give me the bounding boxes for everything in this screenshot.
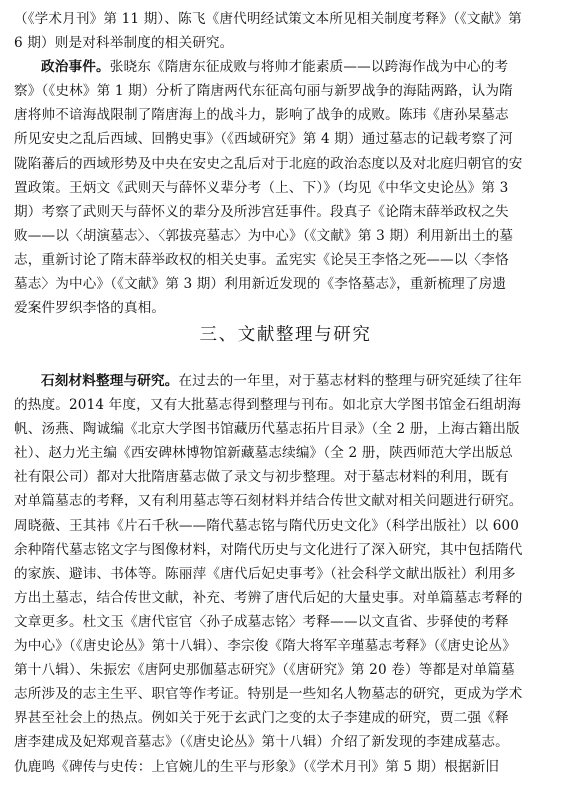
text-line xyxy=(14,31,560,55)
text-line xyxy=(14,755,560,779)
text-line xyxy=(14,441,560,465)
text-line xyxy=(14,658,560,682)
line-text: 张晓东《隋唐东征成败与将帅才能素质——以跨海作战为中心的考 xyxy=(109,59,509,76)
line-text: 社）、赵力光主编《西安碑林博物馆新藏墓志续编》（全 2 册，陕西师范大学出版总 xyxy=(14,445,513,462)
text-line xyxy=(14,79,560,103)
line-text: 察》（《史林》第 1 期）分析了隋唐两代东征高句丽与新罗战争的海陆两路，认为隋 xyxy=(14,83,513,100)
line-text: 6 期）则是对科举制度的相关研究。 xyxy=(14,35,234,52)
text-line xyxy=(14,296,560,320)
line-text: 仇鹿鸣《碑传与史传：上官婉儿的生平与形象》（《学术月刊》第 5 期）根据新旧 xyxy=(14,758,500,775)
line-text: 唐李建成及妃郑观音墓志》（《唐史论丛》第十八辑）介绍了新发现的李建成墓志。 xyxy=(14,734,509,751)
text-line xyxy=(14,272,560,296)
line-text: 墓志〉为中心》（《文献》第 3 期）利用新近发现的《李恪墓志》，重新梳理了房遗 xyxy=(14,276,507,293)
text-line xyxy=(14,224,560,248)
line-text: 爱案件罗织李恪的真相。 xyxy=(14,300,166,317)
line-text: 为中心》（《唐史论丛》第十八辑）、李宗俊《隋大将军辛瑾墓志考释》（《唐史论丛》 xyxy=(14,638,517,655)
line-text: 的家族、避讳、书体等。陈丽萍《唐代后妃史事考》（社会科学文献出版社）利用多 xyxy=(14,565,516,582)
line-text: 陇陷蕃后的西域形势及中央在安史之乱后对于北庭的政治态度以及对北庭归朝官的安 xyxy=(14,155,523,172)
line-text: 余种隋代墓志铭文字与图像材料，对隋代历史与文化进行了深入研究，其中包括隋代 xyxy=(14,541,523,558)
text-line xyxy=(14,489,560,513)
text-line xyxy=(14,127,560,151)
line-text: 唐将帅不谙海战限制了隋唐海上的战斗力，影响了战争的成败。陈玮《唐孙杲墓志 xyxy=(14,107,509,124)
text-line xyxy=(14,7,560,31)
text-line xyxy=(14,417,560,441)
line-text: （《学术月刊》第 11 期）、陈飞《唐代明经试策文本所见相关制度考释》（《文献》第 xyxy=(14,11,522,27)
text-line xyxy=(14,248,560,272)
bold-lead-term: 政治事件。 xyxy=(41,59,110,76)
line-text: 周晓薇、王其祎《片石千秋——隋代墓志铭与隋代历史文化》（科学出版社）以 600 xyxy=(14,517,520,534)
line-text: 界甚至社会上的热点。例如关于死于玄武门之变的太子李建成的研究，贾二强《释 xyxy=(14,710,509,727)
section-heading: 三、文献整理与研究 xyxy=(199,325,372,345)
text-line xyxy=(14,706,560,730)
line-text: 方出土墓志，结合传世文献，补充、考辨了唐代后妃的大量史事。对单篇墓志考释的 xyxy=(14,589,523,606)
line-text: 志，重新讨论了隋末薛举政权的相关史事。孟宪实《论吴王李恪之死——以〈李恪 xyxy=(14,251,509,268)
text-line xyxy=(14,152,560,176)
paragraph-block-inscription-studies xyxy=(14,369,560,779)
line-text: 第十八辑）、朱振宏《唐阿史那伽墓志研究》（《唐研究》第 20 卷）等都是对单篇墓 xyxy=(14,662,515,679)
line-text: 所见安史之乱后西域、回鹘史事》（《西域研究》第 4 期）通过墓志的记载考察了河 xyxy=(14,131,513,148)
text-line xyxy=(14,465,560,489)
line-text: 的热度。2014 年度，又有大批墓志得到整理与刊布。如北京大学图书馆金石组胡海 xyxy=(14,397,521,414)
text-line xyxy=(14,176,560,200)
text-line xyxy=(14,103,560,127)
text-line xyxy=(14,586,560,610)
line-text: 志所涉及的志主生平、职官等作考证。特别是一些知名人物墓志的研究，更成为学术 xyxy=(14,686,523,703)
line-text: 在过去的一年里，对于墓志材料的整理与研究延续了往年 xyxy=(178,373,523,389)
text-line xyxy=(14,393,560,417)
text-line xyxy=(14,634,560,658)
bold-lead-term: 石刻材料整理与研究。 xyxy=(41,373,179,389)
text-line xyxy=(14,369,560,393)
line-text: 社有限公司）都对大批隋唐墓志做了录文与初步整理。对于墓志材料的利用，既有 xyxy=(14,469,509,486)
line-text: 文章更多。杜文玉《唐代宦官〈孙子成墓志铭〉考释——以文直省、步驿使的考释 xyxy=(14,613,509,630)
line-text: 对单篇墓志的考释，又有利用墓志等石刻材料并结合传世文献对相关问题进行研究。 xyxy=(14,493,523,510)
line-text: 期）考察了武则天与薛怀义的辈分及所涉宫廷事件。段真子《论隋末薛举政权之失 xyxy=(14,203,509,220)
paragraph-block-political-events xyxy=(14,7,560,320)
text-line xyxy=(14,514,560,538)
line-text: 帆、汤燕、陶诚编《北京大学图书馆藏历代墓志拓片目录》（全 2 册，上海古籍出版 xyxy=(14,421,520,438)
text-line xyxy=(14,538,560,562)
line-text: 置政策。王炳文《武则天与薛怀义辈分考（上、下）》（均见《中华文史论丛》第 3 xyxy=(14,179,509,196)
text-line xyxy=(14,610,560,634)
text-line xyxy=(14,562,560,586)
line-text: 败——以〈胡演墓志〉、〈郭拔亮墓志〉为中心》（《文献》第 3 期）利用新出土的墓 xyxy=(14,227,514,244)
text-line xyxy=(14,730,560,754)
text-line xyxy=(14,682,560,706)
text-line xyxy=(14,200,560,224)
text-line xyxy=(14,55,560,79)
